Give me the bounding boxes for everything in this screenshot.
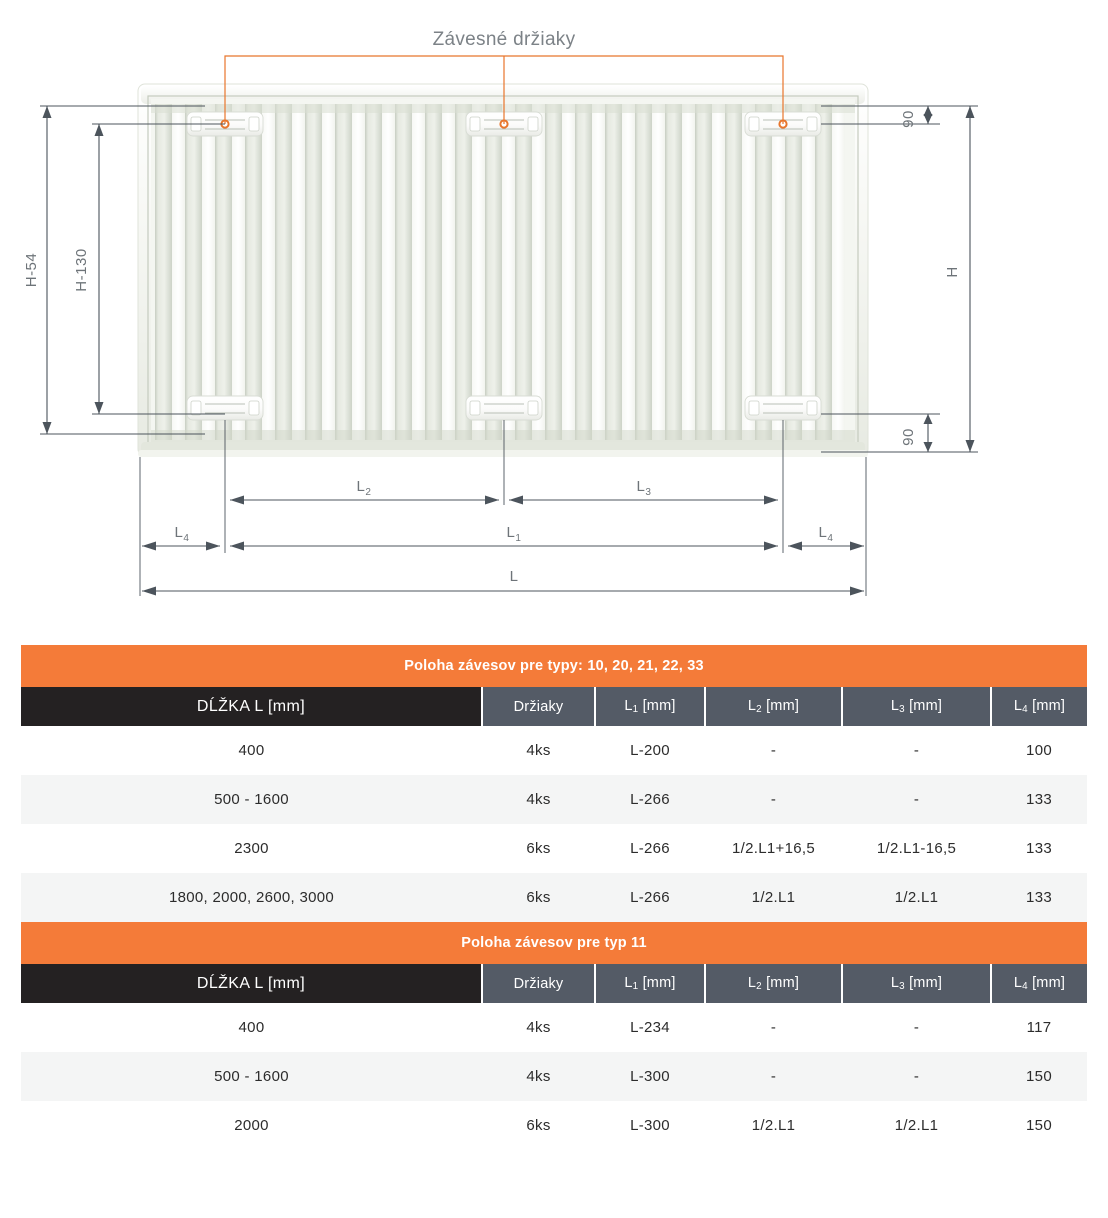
cell-l2: - (705, 1052, 842, 1101)
header-dlzka: DĹŽKA L [mm] (21, 964, 482, 1003)
header-drziaky: Držiaky (482, 687, 595, 726)
table-type-11 (21, 922, 1087, 1150)
dimension-l4-right-label: $L_4$ (818, 524, 834, 544)
dimension-l-total: L (509, 568, 519, 585)
table-row (21, 873, 1087, 922)
mounting-bracket-bottom-right (745, 396, 821, 420)
header-l1: $L_1$ [mm] (595, 964, 705, 1003)
cell-l1: L-266 (595, 775, 705, 824)
banner-label: Poloha závesov pre typy: 10, 20, 21, 22, 33 (21, 645, 1087, 687)
table-row (21, 1052, 1087, 1101)
cell-l1: L-200 (595, 726, 705, 775)
cell-l4: 150 (991, 1052, 1087, 1101)
mounting-bracket-bottom-center (466, 396, 542, 420)
cell-l1: L-266 (595, 873, 705, 922)
cell-l4: 133 (991, 824, 1087, 873)
dimension-l2-label: $L_2$ (356, 478, 372, 498)
mounting-bracket-bottom-left (187, 396, 263, 420)
cell-brackets: 6ks (482, 873, 595, 922)
cell-length: 500 - 1600 (21, 775, 482, 824)
dimension-90-bottom: 90 (900, 428, 917, 446)
specification-tables (21, 645, 1087, 1150)
cell-l3: - (842, 726, 991, 775)
header-l1: $L_1$ [mm] (595, 687, 705, 726)
cell-l3: 1/2.L1-16,5 (842, 824, 991, 873)
header-l4: $L_4$ [mm] (991, 964, 1087, 1003)
dimension-l1-label: $L_1$ (506, 524, 522, 544)
dimension-h-130: H-130 (73, 248, 90, 292)
cell-length: 2000 (21, 1101, 482, 1150)
cell-l2: 1/2.L1+16,5 (705, 824, 842, 873)
cell-l2: 1/2.L1 (705, 873, 842, 922)
header-l4: $L_4$ [mm] (991, 687, 1087, 726)
header-l2: $L_2$ [mm] (705, 687, 842, 726)
cell-l3: 1/2.L1 (842, 1101, 991, 1150)
cell-l2: 1/2.L1 (705, 1101, 842, 1150)
cell-l2: - (705, 1003, 842, 1052)
cell-length: 500 - 1600 (21, 1052, 482, 1101)
banner-label: Poloha závesov pre typ 11 (21, 922, 1087, 964)
table-banner-row (21, 645, 1087, 687)
cell-l4: 117 (991, 1003, 1087, 1052)
cell-l1: L-300 (595, 1101, 705, 1150)
cell-length: 400 (21, 1003, 482, 1052)
radiator-fins (151, 104, 855, 442)
cell-brackets: 6ks (482, 824, 595, 873)
table-banner-row (21, 922, 1087, 964)
cell-l2: - (705, 775, 842, 824)
header-dlzka: DĹŽKA L [mm] (21, 687, 482, 726)
cell-l3: - (842, 1052, 991, 1101)
table-header-row (21, 964, 1087, 1003)
cell-brackets: 4ks (482, 1052, 595, 1101)
header-l2: $L_2$ [mm] (705, 964, 842, 1003)
cell-l1: L-234 (595, 1003, 705, 1052)
diagram-title: Závesné držiaky (432, 29, 576, 50)
cell-l1: L-266 (595, 824, 705, 873)
cell-l1: L-300 (595, 1052, 705, 1101)
table-row (21, 726, 1087, 775)
cell-l3: - (842, 775, 991, 824)
dimension-90-top: 90 (900, 110, 917, 128)
cell-l4: 133 (991, 873, 1087, 922)
cell-length: 400 (21, 726, 482, 775)
cell-l4: 150 (991, 1101, 1087, 1150)
header-drziaky: Držiaky (482, 964, 595, 1003)
cell-brackets: 4ks (482, 775, 595, 824)
cell-length: 1800, 2000, 2600, 3000 (21, 873, 482, 922)
cell-brackets: 6ks (482, 1101, 595, 1150)
header-l3: $L_3$ [mm] (842, 687, 991, 726)
dimension-h-total: H (944, 266, 961, 278)
table-row (21, 1003, 1087, 1052)
cell-brackets: 4ks (482, 726, 595, 775)
table-row (21, 824, 1087, 873)
table-header-row (21, 687, 1087, 726)
cell-l3: - (842, 1003, 991, 1052)
cell-l3: 1/2.L1 (842, 873, 991, 922)
cell-l4: 100 (991, 726, 1087, 775)
dimension-l4-left-label: $L_4$ (174, 524, 190, 544)
table-row (21, 775, 1087, 824)
cell-l4: 133 (991, 775, 1087, 824)
cell-l2: - (705, 726, 842, 775)
table-row (21, 1101, 1087, 1150)
cell-length: 2300 (21, 824, 482, 873)
dimension-l3-label: $L_3$ (636, 478, 652, 498)
table-types-10-20-21-22-33 (21, 645, 1087, 922)
dimension-h-54: H-54 (23, 252, 40, 288)
cell-brackets: 4ks (482, 1003, 595, 1052)
header-l3: $L_3$ [mm] (842, 964, 991, 1003)
